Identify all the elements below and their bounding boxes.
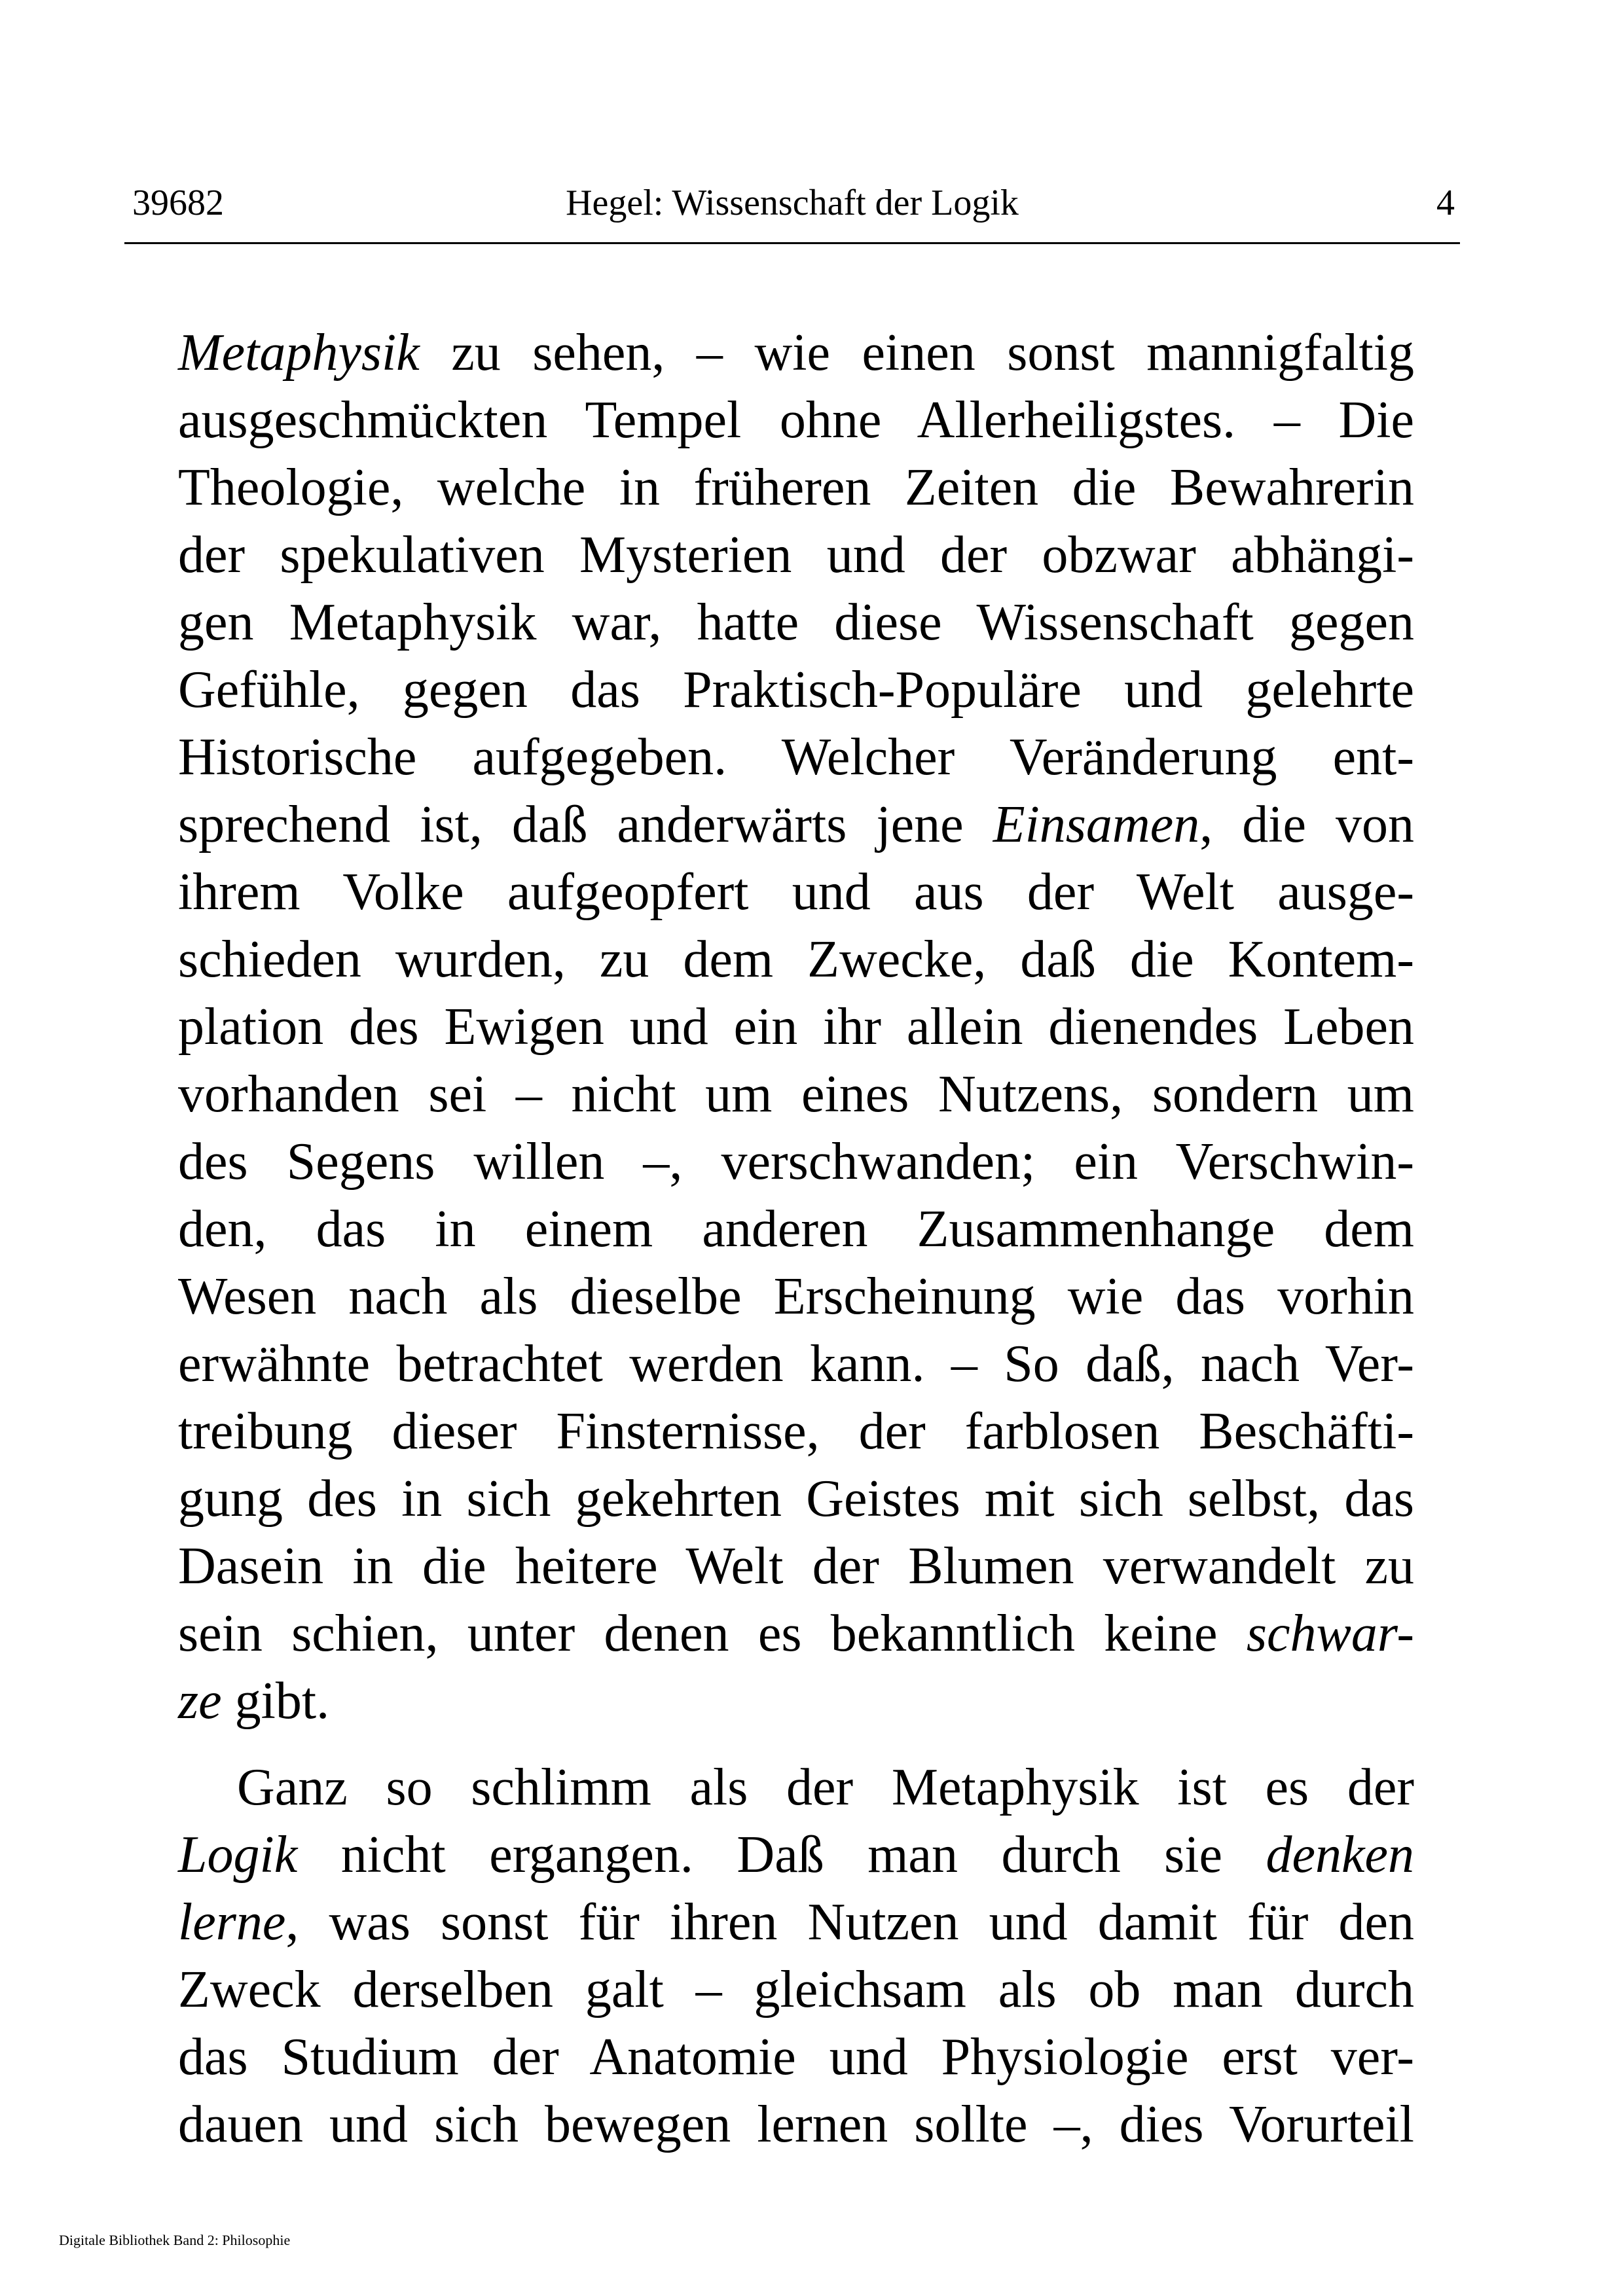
text-line: plation des Ewigen und ein ihr allein dienendes Leben [178, 998, 1414, 1056]
body-text [178, 319, 1414, 2159]
text-line: gen Metaphysik war, hatte diese Wissenschaft gegen [178, 594, 1414, 651]
text-line: treibung dieser Finsternisse, der farblosen Beschäfti- [178, 1403, 1414, 1460]
text-line: lerne, was sonst für ihren Nutzen und damit für den [178, 1893, 1414, 1951]
paragraph-gap [178, 1735, 1414, 1754]
text-line: sein schien, unter denen es bekanntlich keine schwar- [178, 1605, 1414, 1662]
text-line: vorhanden sei – nicht um eines Nutzens, sondern um [178, 1066, 1414, 1123]
text-line: gung des in sich gekehrten Geistes mit sich selbst, das [178, 1470, 1414, 1528]
text-line: dauen und sich bewegen lernen sollte –, dies Vorurteil [178, 2096, 1414, 2153]
text-line: das Studium der Anatomie und Physiologie erst ver- [178, 2028, 1414, 2086]
text-line: Logik nicht ergangen. Daß man durch sie denken [178, 1826, 1414, 1884]
text-line: Historische aufgegeben. Welcher Veränderung ent- [178, 728, 1414, 786]
text-line-indented: Ganz so schlimm als der Metaphysik ist es der [237, 1759, 1414, 1816]
page-number: 4 [1436, 183, 1455, 223]
book-title: Hegel: Wissenschaft der Logik [566, 183, 1019, 223]
text-line: erwähnte betrachtet werden kann. – So daß, nach Ver- [178, 1335, 1414, 1393]
text-line: Theologie, welche in früheren Zeiten die Bewahrerin [178, 459, 1414, 516]
document-number: 39682 [132, 183, 224, 223]
text-line: ihrem Volke aufgeopfert und aus der Welt ausge- [178, 863, 1414, 921]
text-line: Zweck derselben galt – gleichsam als ob man durch [178, 1961, 1414, 2018]
footer-source: Digitale Bibliothek Band 2: Philosophie [59, 2232, 291, 2248]
text-line: den, das in einem anderen Zusammenhange dem [178, 1200, 1414, 1258]
text-line: ausgeschmückten Tempel ohne Allerheiligstes. – Die [178, 391, 1414, 449]
running-header [124, 177, 1460, 242]
text-line-last: ze gibt. [178, 1672, 330, 1730]
text-line: des Segens willen –, verschwanden; ein Verschwin- [178, 1133, 1414, 1191]
text-line: schieden wurden, zu dem Zwecke, daß die Kontem- [178, 931, 1414, 988]
text-line: Wesen nach als dieselbe Erscheinung wie das vorhin [178, 1268, 1414, 1325]
text-line: Metaphysik zu sehen, – wie einen sonst mannigfaltig [178, 324, 1414, 382]
text-line: der spekulativen Mysterien und der obzwar abhängi- [178, 526, 1414, 584]
text-line: Gefühle, gegen das Praktisch-Populäre und gelehrte [178, 661, 1414, 719]
text-line: Dasein in die heitere Welt der Blumen verwandelt zu [178, 1537, 1414, 1595]
text-line: sprechend ist, daß anderwärts jene Einsamen, die von [178, 796, 1415, 853]
header-rule [124, 242, 1460, 244]
